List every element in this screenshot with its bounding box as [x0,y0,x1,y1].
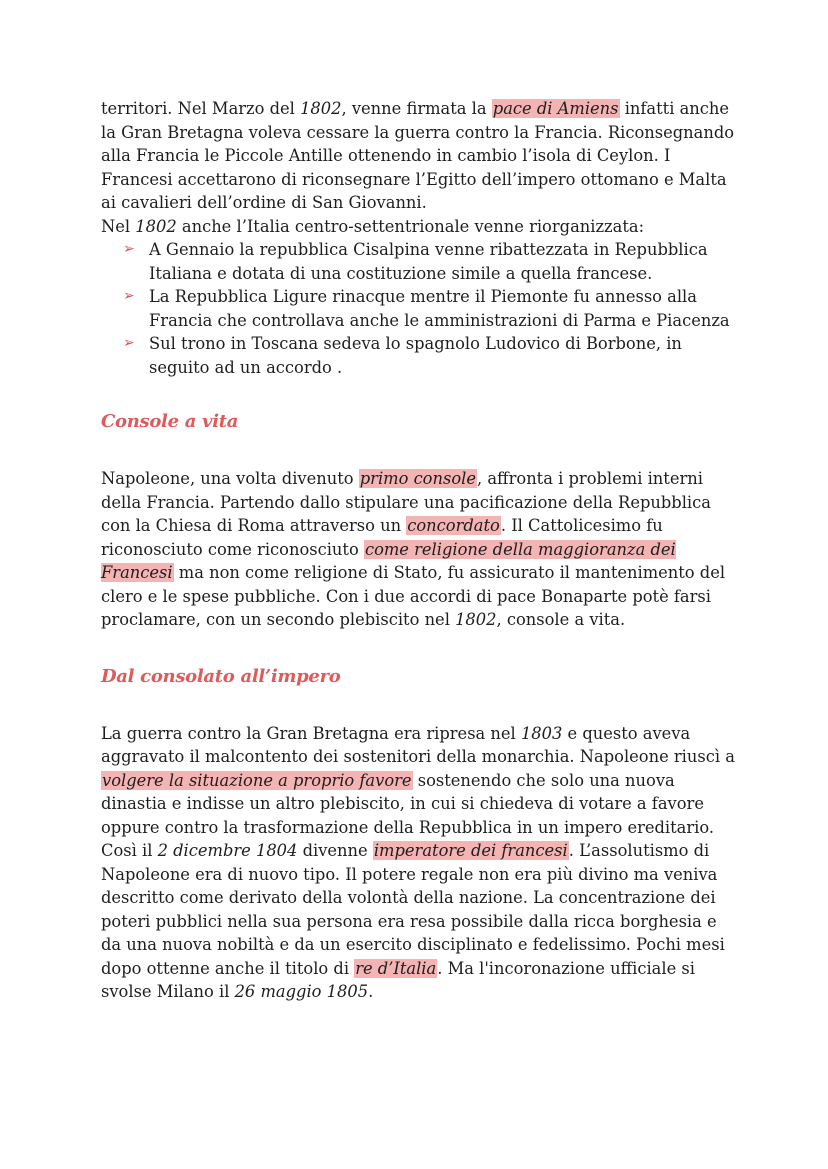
text-span: sostenendo che solo una nuova dinastia e indisse un altro plebiscito, in cui si chiedeva di votare a favore oppure contro la trasformazione della Repubblica in un impero ereditario. Così il [101,770,715,860]
text-span: Napoleone, una volta divenuto [101,469,359,488]
text-span: , affronta i problemi interni della Francia. Partendo dallo stipulare una pacificazione della Repubblica con la Chiesa di Roma attraverso un [101,469,711,535]
arrow-bullet-icon: ➢ [123,335,135,351]
year: 1802 [300,99,342,118]
list-item-text: La Repubblica Ligure rinacque mentre il Piemonte fu annesso alla Francia che controllava anche le amministrazioni di Parma e Piacenza [149,287,730,330]
highlight-concordato: concordato [407,516,500,535]
section-heading-dal-consolato: Dal consolato all’impero [101,665,341,687]
text-span: . L’assolutismo di Napoleone era di nuovo tipo. Il potere regale non era più divino ma veniva descritto come derivato della volontà della nazione. La concentrazione dei poteri pubblici nella sua persona era resa possibile dalla ricca borghesia e da una nuova nobiltà e da un esercito disciplinato e fedelissimo. Pochi mesi dopo ottenne anche il titolo di [101,841,725,978]
highlight-volgere: volgere la situazione a proprio favore [102,770,412,790]
arrow-bullet-icon: ➢ [123,288,135,304]
highlight-primo-console: primo console [359,469,476,488]
list-item-text: Sul trono in Toscana sedeva lo spagnolo Ludovico di Borbone, in seguito ad un accordo . [149,334,682,377]
text-span: anche l’Italia centro-settentrionale venne riorganizzata: [176,216,645,236]
italy-bullet-list [101,238,741,379]
year: 1802 [135,216,177,236]
date: 2 dicembre 1804 [157,841,298,860]
impero-paragraph [101,722,741,1004]
arrow-bullet-icon: ➢ [123,241,135,257]
text-span: infatti anche la Gran Bretagna voleva cessare la guerra contro la Francia. Riconsegnando alla Francia le Piccole Antille ottenendo in cambio l’isola di Ceylon. I Francesi accettarono di riconsegnare l’Egitto dell’impero ottomano e Malta ai cavalieri dell’ordine di San Giovanni. [101,99,735,212]
date: 26 maggio 1805 [234,982,369,1001]
italy-lead [101,215,741,239]
text-span: ma non come religione di Stato, fu assicurato il mantenimento del clero e le spese pubbliche. Con i due accordi di pace Bonaparte potè farsi proclamare, con un secondo plebiscito nel [101,563,726,629]
highlight-imperatore: imperatore dei francesi [373,841,568,860]
list-item [123,238,741,285]
text-span: divenne [297,841,373,860]
intro-paragraph [101,97,741,215]
list-item-text: A Gennaio la repubblica Cisalpina venne ribattezzata in Repubblica Italiana e dotata di una costituzione simile a quella francese. [149,240,708,283]
year: 1803 [520,723,563,743]
text-span: , console a vita. [496,610,626,629]
text-span: , venne firmata la [341,99,492,118]
text-span: . [368,982,374,1001]
text-span: territori. Nel Marzo del [101,99,301,118]
text-span: . Il Cattolicesimo fu riconosciuto come riconosciuto [101,516,663,559]
list-item [123,285,741,332]
section-heading-console-a-vita: Console a vita [101,411,239,432]
list-item [123,332,741,379]
text-span: La guerra contro la Gran Bretagna era ripresa nel [101,723,521,743]
highlight-religione: come religione della maggioranza dei Francesi [101,539,676,582]
text-span: Nel [101,216,136,236]
console-paragraph [101,467,741,632]
text-span: e questo aveva aggravato il malcontento dei sostenitori della monarchia. Napoleone riuscì a [101,723,735,766]
highlight-pace-di-amiens: pace di Amiens [492,99,619,118]
year: 1802 [455,610,497,629]
document-page [101,97,741,1004]
highlight-re-d-italia: re d’Italia [355,958,437,978]
text-span: . Ma l'incoronazione ufficiale si svolse Milano il [101,958,695,1001]
